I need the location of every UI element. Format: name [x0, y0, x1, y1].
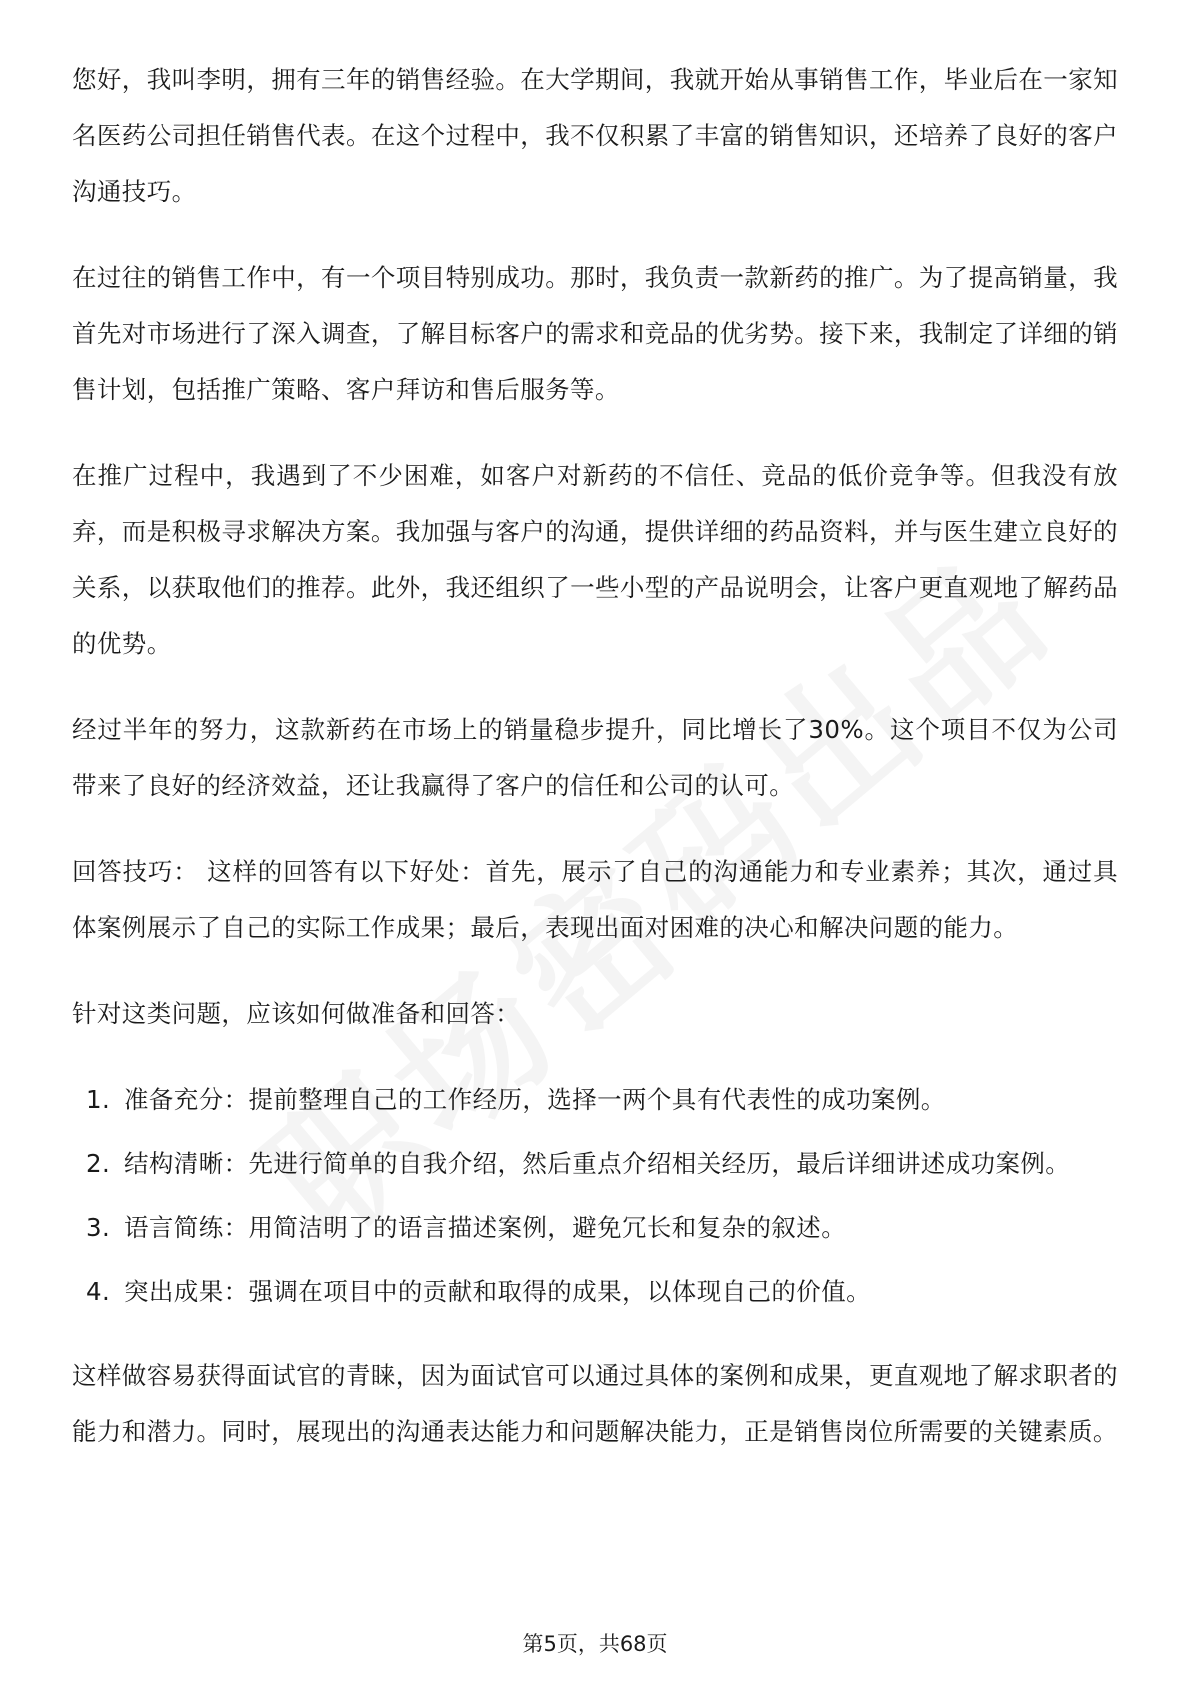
closing-paragraph: 这样做容易获得面试官的青睐，因为面试官可以通过具体的案例和成果，更直观地了解求职者的能力和潜力。同时，展现出的沟通表达能力和问题解决能力，正是销售岗位所需要的关键素质。	[72, 1361, 1118, 1446]
project-paragraph: 在过往的销售工作中，有一个项目特别成功。那时，我负责一款新药的推广。为了提高销量，我首先对市场进行了深入调查，了解目标客户的需求和竞品的优劣势。接下来，我制定了详细的销售计划，包括推广策略、客户拜访和售后服务等。	[72, 263, 1118, 404]
tips-paragraph: 回答技巧： 这样的回答有以下好处：首先，展示了自己的沟通能力和专业素养；其次，通过具体案例展示了自己的实际工作成果；最后，表现出面对困难的决心和解决问题的能力。	[72, 857, 1118, 942]
list-text: 准备充分：提前整理自己的工作经历，选择一两个具有代表性的成功案例。	[124, 1085, 946, 1114]
prep-list	[72, 1072, 1118, 1320]
list-number: 2.	[86, 1149, 111, 1178]
list-number: 4.	[86, 1277, 111, 1306]
list-number: 3.	[86, 1213, 111, 1242]
list-item	[72, 1136, 1118, 1192]
list-number: 1.	[86, 1085, 111, 1114]
document-page	[72, 52, 1118, 1490]
list-text: 语言简练：用简洁明了的语言描述案例，避免冗长和复杂的叙述。	[124, 1213, 847, 1242]
prep-heading: 针对这类问题，应该如何做准备和回答：	[72, 999, 521, 1028]
list-item	[72, 1072, 1118, 1128]
list-text: 结构清晰：先进行简单的自我介绍，然后重点介绍相关经历，最后详细讲述成功案例。	[124, 1149, 1071, 1178]
list-item	[72, 1264, 1118, 1320]
list-text: 突出成果：强调在项目中的贡献和取得的成果，以体现自己的价值。	[124, 1277, 871, 1306]
page-footer: 第5页，共68页	[522, 1632, 668, 1656]
intro-paragraph: 您好，我叫李明，拥有三年的销售经验。在大学期间，我就开始从事销售工作，毕业后在一家知名医药公司担任销售代表。在这个过程中，我不仅积累了丰富的销售知识，还培养了良好的客户沟通技巧。	[72, 65, 1118, 206]
difficulty-paragraph: 在推广过程中，我遇到了不少困难，如客户对新药的不信任、竞品的低价竞争等。但我没有放弃，而是积极寻求解决方案。我加强与客户的沟通，提供详细的药品资料，并与医生建立良好的关系，以获取他们的推荐。此外，我还组织了一些小型的产品说明会，让客户更直观地了解药品的优势。	[72, 461, 1118, 658]
result-paragraph: 经过半年的努力，这款新药在市场上的销量稳步提升，同比增长了30%。这个项目不仅为公司带来了良好的经济效益，还让我赢得了客户的信任和公司的认可。	[72, 715, 1118, 800]
list-item	[72, 1200, 1118, 1256]
